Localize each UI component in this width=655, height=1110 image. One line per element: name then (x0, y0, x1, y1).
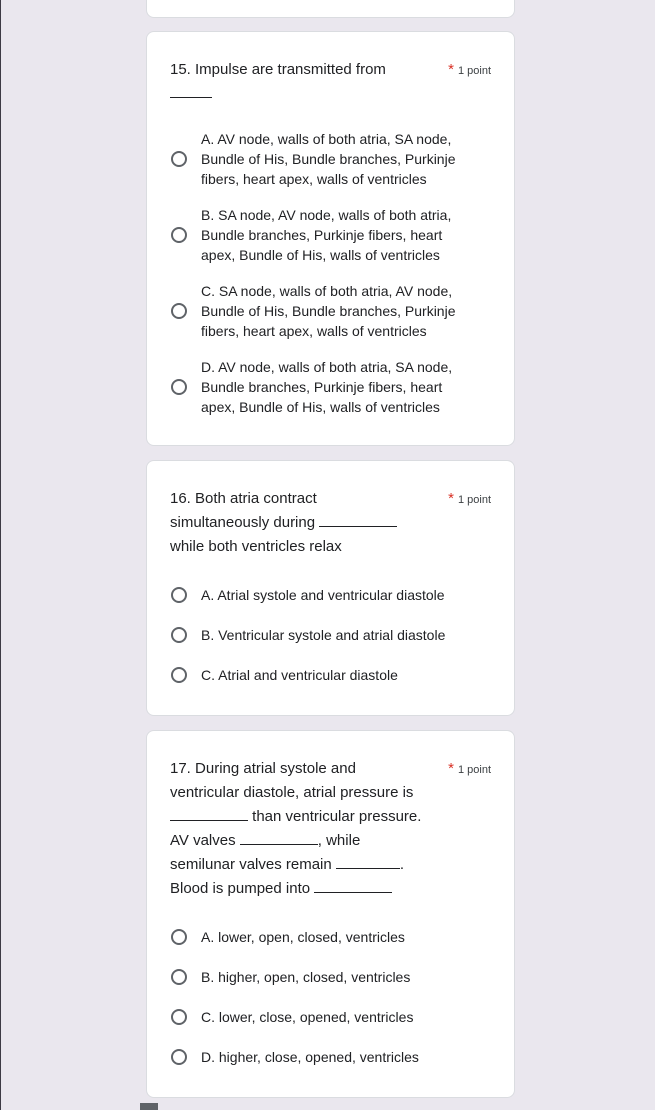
radio-option-b[interactable] (170, 625, 514, 645)
answer-blank (170, 805, 248, 821)
option-label: C. lower, close, opened, ventricles (201, 1009, 414, 1025)
radio-option-c[interactable] (170, 281, 514, 341)
option-label: D. higher, close, opened, ventricles (201, 1049, 419, 1065)
option-label: B. Ventricular systole and atrial diastole (201, 627, 446, 643)
radio-button[interactable] (171, 303, 187, 319)
radio-button[interactable] (171, 969, 187, 985)
answer-blank (314, 877, 392, 893)
required-asterisk: * (448, 760, 454, 777)
radio-button[interactable] (171, 587, 187, 603)
question-header (147, 461, 514, 559)
option-label: A. Atrial systole and ventricular diastole (201, 587, 445, 603)
option-label: B. SA node, AV node, walls of both atria, Bundle branches, Purkinje fibers, heart apex, Bundle of His, walls of ventricles (201, 207, 452, 263)
option-label: B. higher, open, closed, ventricles (201, 969, 411, 985)
radio-option-c[interactable] (170, 1007, 514, 1027)
question-card-15 (146, 31, 515, 446)
option-label: A. lower, open, closed, ventricles (201, 929, 405, 945)
radio-option-a[interactable] (170, 129, 514, 189)
radio-group (147, 559, 514, 685)
points-label: 1 point (457, 494, 491, 506)
radio-option-b[interactable] (170, 205, 514, 265)
previous-question-card (146, 0, 515, 18)
option-label: C. SA node, walls of both atria, AV node, Bundle of His, Bundle branches, Purkinje fibers, heart apex, walls of ventricles (201, 283, 456, 339)
radio-button[interactable] (171, 379, 187, 395)
radio-button[interactable] (171, 929, 187, 945)
radio-option-c[interactable] (170, 665, 514, 685)
radio-option-d[interactable] (170, 357, 514, 417)
question-title: 16. Both atria contract simultaneously during while both ventricles relax (170, 487, 432, 559)
radio-button[interactable] (171, 1049, 187, 1065)
radio-group (147, 106, 514, 417)
radio-option-b[interactable] (170, 967, 514, 987)
window-edge (0, 0, 1, 1110)
question-header (147, 731, 514, 901)
answer-blank (240, 829, 318, 845)
radio-button[interactable] (171, 627, 187, 643)
required-asterisk: * (448, 490, 454, 507)
option-label: A. AV node, walls of both atria, SA node, Bundle of His, Bundle branches, Purkinje fibers, heart apex, walls of ventricles (201, 131, 456, 187)
answer-blank (319, 511, 397, 527)
points-label: 1 point (457, 764, 491, 776)
radio-button[interactable] (171, 1009, 187, 1025)
question-card-16 (146, 460, 515, 716)
question-header (147, 32, 514, 106)
required-asterisk: * (448, 61, 454, 78)
radio-option-a[interactable] (170, 585, 514, 605)
answer-blank (170, 82, 212, 98)
points-label: 1 point (457, 65, 491, 77)
radio-option-a[interactable] (170, 927, 514, 947)
radio-option-d[interactable] (170, 1047, 514, 1067)
option-label: D. AV node, walls of both atria, SA node, Bundle branches, Purkinje fibers, heart apex, Bundle of His, walls of ventricles (201, 359, 453, 415)
radio-button[interactable] (171, 151, 187, 167)
answer-blank (336, 853, 400, 869)
radio-button[interactable] (171, 667, 187, 683)
question-title: 15. Impulse are transmitted from (170, 58, 432, 106)
question-card-17 (146, 730, 515, 1098)
radio-button[interactable] (171, 227, 187, 243)
radio-group (147, 901, 514, 1067)
option-label: C. Atrial and ventricular diastole (201, 667, 398, 683)
scroll-marker (140, 1103, 158, 1110)
question-title: 17. During atrial systole and ventricular diastole, atrial pressure is than ventricular pressure. AV valves , while semilunar valves remain . Blood is pumped into (170, 760, 422, 897)
